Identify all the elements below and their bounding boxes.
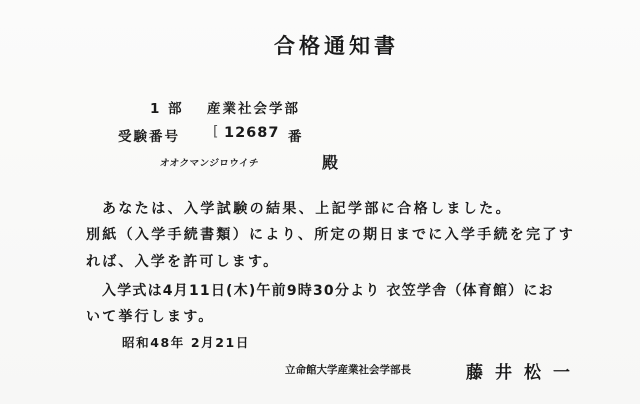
body-line-1: あなたは、入学試験の結果、上記学部に合格しました。 (102, 201, 512, 217)
body-line-3: れば、入学を許可します。 (86, 254, 280, 270)
dean-name: 藤井松一 (466, 363, 582, 383)
exam-number-label: 受験番号 (118, 129, 180, 145)
body-line-5: いて挙行します。 (86, 309, 215, 325)
faculty-number: 1 部 (150, 101, 184, 117)
recipient-name: オオクマンジロウイチ (159, 158, 260, 169)
exam-number-suffix: 番 (288, 129, 304, 145)
document-title: 合格通知書 (274, 34, 399, 58)
exam-number-bracket: [ (213, 124, 219, 140)
recipient-honorific: 殿 (322, 153, 339, 172)
faculty-name: 産業社会学部 (207, 101, 300, 117)
issue-date: 昭和48年 2月21日 (122, 335, 250, 350)
exam-number-value: 12687 (224, 125, 280, 141)
dean-title: 立命館大学産業社会学部長 (285, 364, 411, 376)
body-line-4: 入学式は4月11日(木)午前9時30分より 衣笠学舎（体育館）にお (102, 283, 554, 299)
body-line-2: 別紙（入学手続書類）により、所定の期日までに入学手続を完了す (86, 227, 575, 243)
